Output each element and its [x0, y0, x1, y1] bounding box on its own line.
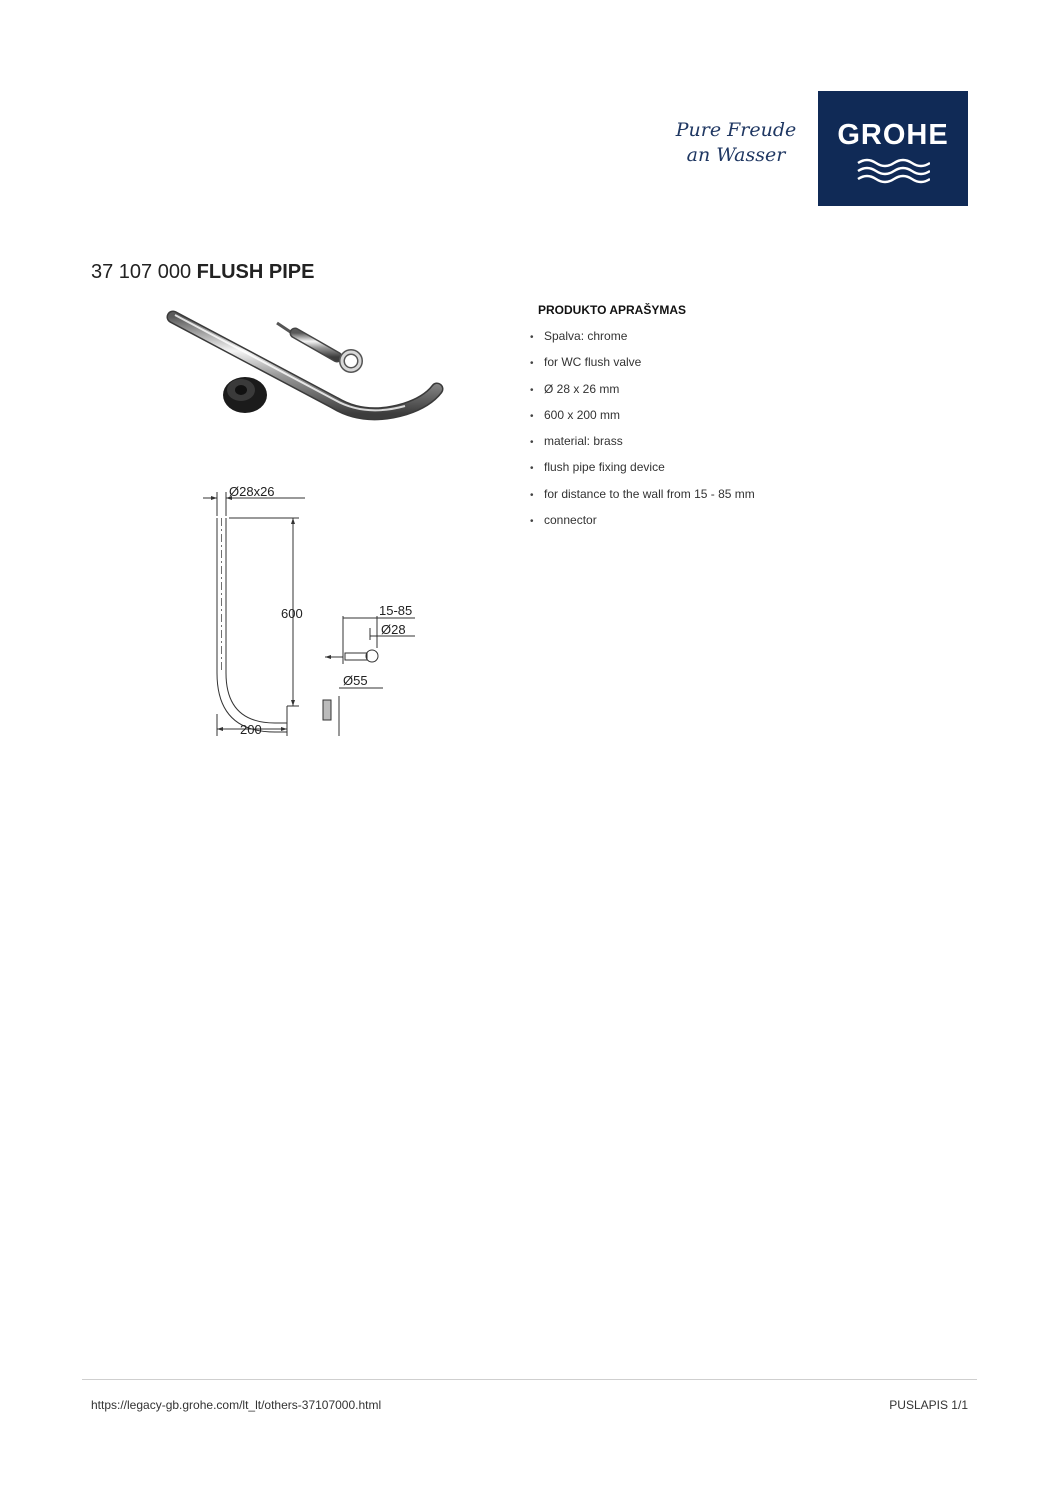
connector-shape — [223, 377, 267, 413]
list-item — [530, 327, 755, 353]
bullet-icon: • — [530, 410, 534, 422]
product-name: FLUSH PIPE — [196, 261, 315, 283]
tagline-line-2: an Wasser — [686, 144, 786, 166]
logo-waves-icon — [856, 157, 930, 187]
product-photo — [165, 305, 455, 435]
label-fixing-diameter: Ø28 — [381, 622, 406, 637]
description-heading: PRODUKTO APRAŠYMAS — [538, 303, 687, 317]
feature-text: Ø 28 x 26 mm — [544, 381, 620, 396]
feature-text: connector — [544, 513, 597, 528]
label-height: 600 — [281, 606, 303, 621]
label-connector-diameter: Ø55 — [343, 673, 368, 688]
technical-drawing — [195, 478, 455, 740]
feature-list — [530, 327, 755, 537]
product-code: 37 107 000 — [91, 261, 192, 283]
list-item — [530, 485, 755, 511]
feature-text: Spalva: chrome — [544, 329, 628, 343]
grohe-logo — [818, 91, 968, 206]
list-item — [530, 380, 755, 406]
bullet-icon: • — [530, 358, 534, 370]
footer-url-link[interactable]: https://legacy-gb.grohe.com/lt_lt/others-37107000.html — [91, 1398, 382, 1412]
pipe-shape — [173, 317, 437, 414]
feature-text: flush pipe fixing device — [544, 460, 665, 475]
list-item — [530, 458, 755, 484]
list-item — [530, 406, 755, 432]
page-number: PUSLAPIS 1/1 — [889, 1398, 968, 1412]
label-distance: 15-85 — [379, 603, 413, 618]
bullet-icon: • — [530, 437, 534, 449]
bullet-icon: • — [530, 489, 534, 501]
feature-text: material: brass — [544, 434, 623, 449]
label-width: 200 — [240, 722, 262, 737]
logo-wordmark: GROHE — [837, 119, 949, 151]
footer-divider — [82, 1379, 977, 1380]
feature-text: 600 x 200 mm — [544, 407, 621, 422]
tagline-line-1: Pure Freude — [675, 119, 797, 141]
label-pipe-diameter: Ø28x26 — [229, 484, 275, 499]
bullet-icon: • — [530, 332, 534, 343]
feature-text: for distance to the wall from 15 - 85 mm — [544, 486, 755, 501]
list-item — [530, 432, 755, 458]
bullet-icon: • — [530, 463, 534, 475]
brand-tagline — [666, 118, 806, 168]
bullet-icon: • — [530, 516, 534, 528]
bullet-icon: • — [530, 384, 534, 396]
feature-text: for WC flush valve — [544, 355, 642, 370]
product-title — [91, 261, 314, 284]
list-item — [530, 511, 755, 537]
fixing-device-shape — [277, 323, 360, 370]
list-item — [530, 353, 755, 379]
